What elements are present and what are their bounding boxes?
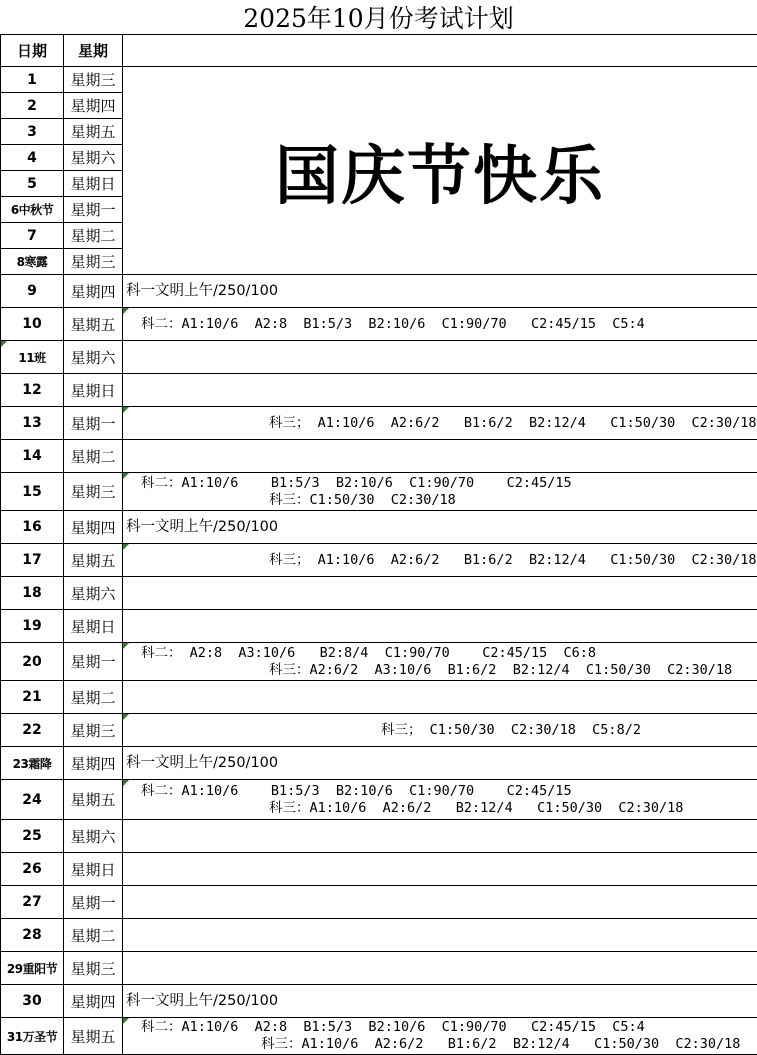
date-cell — [1, 610, 64, 643]
date-label: 20 — [22, 654, 41, 670]
table-row — [1, 985, 757, 1018]
exam-schedule-table — [0, 34, 757, 1055]
exam-plan-cell — [123, 886, 757, 919]
exam-plan-line: 科一文明上午/250/100 — [123, 283, 757, 300]
weekday-cell: 星期四 — [64, 985, 123, 1018]
table-row — [1, 440, 757, 473]
comment-marker-icon — [1, 341, 7, 347]
exam-plan-line: 科二：A1:10/6 B1:5/3 B2:10/6 C1:90/70 C2:45/15 — [123, 783, 757, 800]
weekday-cell: 星期六 — [64, 145, 123, 171]
date-label: 10 — [22, 316, 41, 332]
date-cell — [1, 886, 64, 919]
weekday-cell: 星期一 — [64, 886, 123, 919]
weekday-cell: 星期四 — [64, 93, 123, 119]
date-label: 5 — [27, 176, 37, 192]
exam-plan-line: 科二：A1:10/6 B1:5/3 B2:10/6 C1:90/70 C2:45/15 — [123, 475, 757, 492]
weekday-cell: 星期日 — [64, 171, 123, 197]
weekday-cell: 星期六 — [64, 341, 123, 374]
table-row — [1, 681, 757, 714]
exam-plan-cell — [123, 780, 757, 820]
date-cell — [1, 374, 64, 407]
exam-plan-cell — [123, 577, 757, 610]
exam-plan-cell — [123, 820, 757, 853]
date-cell — [1, 747, 64, 780]
date-cell — [1, 643, 64, 681]
table-row — [1, 511, 757, 544]
date-cell — [1, 67, 64, 93]
date-cell — [1, 145, 64, 171]
weekday-cell: 星期二 — [64, 440, 123, 473]
header-weekday: 星期 — [64, 35, 123, 67]
weekday-cell: 星期二 — [64, 223, 123, 249]
exam-plan-cell — [123, 407, 757, 440]
exam-plan-line: 科二：A1:10/6 A2:8 B1:5/3 B2:10/6 C1:90/70 C2:45/15 C5:4 — [123, 316, 757, 333]
exam-plan-cell — [123, 714, 757, 747]
weekday-cell: 星期四 — [64, 747, 123, 780]
date-cell — [1, 1018, 64, 1055]
table-row — [1, 275, 757, 308]
exam-plan-cell — [123, 643, 757, 681]
weekday-cell: 星期一 — [64, 643, 123, 681]
weekday-cell: 星期四 — [64, 275, 123, 308]
date-cell — [1, 119, 64, 145]
date-cell — [1, 197, 64, 223]
header-row — [1, 35, 757, 67]
date-label: 24 — [22, 792, 41, 808]
weekday-cell: 星期五 — [64, 544, 123, 577]
date-label: 26 — [22, 861, 41, 877]
weekday-cell: 星期六 — [64, 577, 123, 610]
comment-marker-icon — [123, 473, 129, 479]
table-row — [1, 67, 757, 93]
weekday-cell: 星期六 — [64, 820, 123, 853]
exam-plan-line: 科二：A1:10/6 A2:8 B1:5/3 B2:10/6 C1:90/70 C2:45/15 C5:4 — [123, 1019, 757, 1036]
exam-plan-cell — [123, 1018, 757, 1055]
date-label: 29重阳节 — [7, 962, 57, 976]
weekday-cell: 星期三 — [64, 249, 123, 275]
table-row — [1, 747, 757, 780]
weekday-cell: 星期二 — [64, 681, 123, 714]
weekday-cell: 星期一 — [64, 197, 123, 223]
exam-plan-cell — [123, 473, 757, 511]
weekday-cell: 星期五 — [64, 119, 123, 145]
exam-plan-cell — [123, 853, 757, 886]
date-cell — [1, 341, 64, 374]
weekday-cell: 星期五 — [64, 308, 123, 341]
date-label: 25 — [22, 828, 41, 844]
comment-marker-icon — [123, 308, 129, 314]
exam-plan-line: 科三； A1:10/6 A2:6/2 B1:6/2 B2:12/4 C1:50/30 C2:30/18 — [123, 552, 757, 569]
weekday-cell: 星期三 — [64, 952, 123, 985]
exam-plan-line: 科三：C1:50/30 C2:30/18 — [123, 492, 757, 509]
weekday-cell: 星期三 — [64, 67, 123, 93]
exam-plan-cell — [123, 374, 757, 407]
comment-marker-icon — [123, 1018, 129, 1024]
date-label: 11班 — [18, 351, 45, 365]
date-label: 21 — [22, 689, 41, 705]
page-title: 2025年10月份考试计划 — [0, 0, 757, 34]
date-cell — [1, 714, 64, 747]
date-label: 19 — [22, 618, 41, 634]
date-cell — [1, 577, 64, 610]
table-row — [1, 544, 757, 577]
date-label: 2 — [27, 98, 37, 114]
exam-plan-cell — [123, 308, 757, 341]
holiday-banner: 国庆节快乐 — [123, 67, 757, 275]
date-label: 16 — [22, 519, 41, 535]
date-cell — [1, 249, 64, 275]
weekday-cell: 星期五 — [64, 780, 123, 820]
header-blank — [123, 35, 757, 67]
exam-plan-cell — [123, 610, 757, 643]
date-cell — [1, 820, 64, 853]
table-row — [1, 886, 757, 919]
date-cell — [1, 853, 64, 886]
header-date: 日期 — [1, 35, 64, 67]
date-cell — [1, 681, 64, 714]
date-cell — [1, 275, 64, 308]
table-row — [1, 473, 757, 511]
date-cell — [1, 407, 64, 440]
date-label: 6中秋节 — [11, 203, 53, 217]
table-row — [1, 643, 757, 681]
comment-marker-icon — [123, 714, 129, 720]
exam-plan-line: 科一文明上午/250/100 — [123, 519, 757, 536]
date-label: 22 — [22, 722, 41, 738]
weekday-cell: 星期五 — [64, 1018, 123, 1055]
date-label: 31万圣节 — [7, 1030, 57, 1044]
date-cell — [1, 308, 64, 341]
weekday-cell: 星期日 — [64, 610, 123, 643]
exam-plan-cell — [123, 681, 757, 714]
table-row — [1, 1018, 757, 1055]
exam-plan-line: 科一文明上午/250/100 — [123, 755, 757, 772]
date-cell — [1, 952, 64, 985]
exam-plan-line: 科三； A1:10/6 A2:6/2 B1:6/2 B2:12/4 C1:50/30 C2:30/18 — [123, 415, 757, 432]
table-row — [1, 820, 757, 853]
table-row — [1, 577, 757, 610]
date-cell — [1, 93, 64, 119]
table-row — [1, 407, 757, 440]
date-cell — [1, 511, 64, 544]
weekday-cell: 星期三 — [64, 714, 123, 747]
table-row — [1, 610, 757, 643]
exam-plan-cell — [123, 275, 757, 308]
table-row — [1, 714, 757, 747]
exam-plan-cell — [123, 985, 757, 1018]
exam-plan-line: 科三； C1:50/30 C2:30/18 C5:8/2 — [123, 722, 757, 739]
date-cell — [1, 171, 64, 197]
exam-plan-line: 科三：A1:10/6 A2:6/2 B2:12/4 C1:50/30 C2:30/18 — [123, 800, 757, 817]
weekday-cell: 星期日 — [64, 374, 123, 407]
table-row — [1, 341, 757, 374]
table-row — [1, 780, 757, 820]
date-cell — [1, 919, 64, 952]
weekday-cell: 星期四 — [64, 511, 123, 544]
exam-plan-line: 科二： A2:8 A3:10/6 B2:8/4 C1:90/70 C2:45/15 C6:8 — [123, 645, 757, 662]
table-row — [1, 853, 757, 886]
date-label: 8寒露 — [17, 255, 48, 269]
date-cell — [1, 780, 64, 820]
weekday-cell: 星期三 — [64, 473, 123, 511]
date-label: 14 — [22, 448, 41, 464]
exam-plan-cell — [123, 440, 757, 473]
comment-marker-icon — [123, 780, 129, 786]
date-label: 4 — [27, 150, 37, 166]
date-cell — [1, 985, 64, 1018]
date-label: 3 — [27, 124, 37, 140]
date-label: 30 — [22, 993, 41, 1009]
weekday-cell: 星期二 — [64, 919, 123, 952]
date-cell — [1, 440, 64, 473]
date-label: 15 — [22, 484, 41, 500]
date-label: 1 — [27, 72, 37, 88]
exam-plan-cell — [123, 511, 757, 544]
date-label: 28 — [22, 927, 41, 943]
exam-plan-cell — [123, 919, 757, 952]
exam-plan-cell — [123, 952, 757, 985]
date-cell — [1, 473, 64, 511]
table-row — [1, 919, 757, 952]
weekday-cell: 星期日 — [64, 853, 123, 886]
table-row — [1, 952, 757, 985]
date-label: 17 — [22, 552, 41, 568]
comment-marker-icon — [123, 544, 129, 550]
exam-plan-line: 科三：A2:6/2 A3:10/6 B1:6/2 B2:12/4 C1:50/30 C2:30/18 — [123, 662, 757, 679]
comment-marker-icon — [123, 407, 129, 413]
date-label: 18 — [22, 585, 41, 601]
date-label: 12 — [22, 382, 41, 398]
date-label: 27 — [22, 894, 41, 910]
weekday-cell: 星期一 — [64, 407, 123, 440]
date-label: 9 — [27, 283, 37, 299]
exam-plan-cell — [123, 544, 757, 577]
date-label: 23霜降 — [13, 757, 52, 771]
date-label: 13 — [22, 415, 41, 431]
exam-plan-cell — [123, 341, 757, 374]
date-label: 7 — [27, 228, 37, 244]
exam-plan-line: 科一文明上午/250/100 — [123, 993, 757, 1010]
date-cell — [1, 544, 64, 577]
table-row — [1, 374, 757, 407]
date-cell — [1, 223, 64, 249]
exam-plan-cell — [123, 747, 757, 780]
table-row — [1, 308, 757, 341]
exam-plan-line: 科三：A1:10/6 A2:6/2 B1:6/2 B2:12/4 C1:50/30 C2:30/18 — [123, 1036, 757, 1053]
comment-marker-icon — [123, 643, 129, 649]
